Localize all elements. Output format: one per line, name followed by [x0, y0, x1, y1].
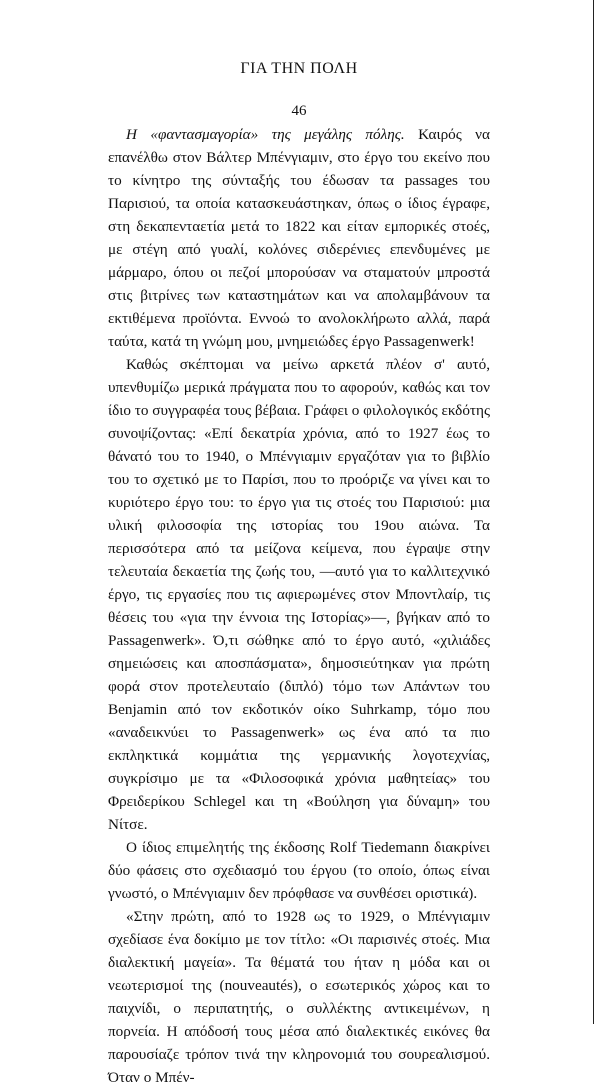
paragraph-text: Καθώς σκέπτομαι να μείνω αρκετά πλέον σ' αυτό, υπενθυμίζω μερικά πράγματα που το αφορούν, καθώς και τον ίδιο το συγγραφέα τους βέβαια. Γράφει ο φιλολογικός εκδότης συνοψίζοντας: «Επί δεκατρία χρόνια, από το 1927 έως το θάνατό του το 1940, ο Μπένγιαμιν εργαζόταν για το βιβλίο του το σχετικό με το Παρίσι, που το προόριζε να γίνει και το κυριότερο έργο του: το έργο για τις στοές του Παρισιού: μια υλική φιλοσοφία της ιστορίας του 19ου αιώνα. Τα περισσότερα από τα μείζονα κείμενα, που έγραψε στην τελευταία δεκαετία της ζωής του, —αυτό για το καλλιτεχνικό έργο, τις εργασίες που τις αφιερωμένες στον Μποντλαίρ, τις θέσεις του «για την έννοια της Ιστορίας»—, βγήκαν από το Passagenwerk». Ό,τι σώθηκε από το έργο αυτό, «χιλιάδες σημειώσεις και αποσπάσματα», δημοσιεύτηκαν για πρώτη φορά στον προτελευταίο (διπλό) τόμο των Απάντων του Benjamin από τον εκδοτικόν οίκο Suhrkamp, τόμο που «αναδεικνύει το Passagenwerk» ως ένα από τα πιο εκπληκτικά κομμάτια της γερμανικής λογοτεχνίας, συγκρίσιμο με τα «Φιλοσοφικά χρόνια μαθητείας» του Φρειδερίκου Schlegel και τη «Βούληση για δύναμη» του Νίτσε. — [108, 356, 490, 833]
paragraph-4 — [108, 905, 490, 1089]
paragraph-3 — [108, 836, 490, 905]
paragraph-text: «Στην πρώτη, από το 1928 ως το 1929, ο Μπένγιαμιν σχεδίασε ένα δοκίμιο με τον τίτλο: «Οι παρισινές στοές. Μια διαλεκτική μαγεία». Τα θέματά του ήταν η μόδα και οι νεωτερισμοί της (nouveautés), ο εσωτερικός χώρος και το παιχνίδι, ο περιπατητής, ο συλλέκτης αντικειμένων, η πορνεία. Η απόδοσή τους μέσα από διαλεκτικές εικόνες θα παρουσίαζε τρόπον τινά την κληρονομιά του σουρεαλισμού. Όταν ο Μπέν- — [108, 908, 490, 1086]
page-edge-line — [593, 0, 594, 1024]
paragraph-text: Καιρός να επανέλθω στον Βάλτερ Μπένγιαμιν, στο έργο του εκείνο που το κίνητρο της σύνταξής του έδωσαν τα passages του Παρισιού, τα οποία κατασκευάστηκαν, όπως ο ίδιος έγραφε, στη δεκαπενταετία μετά το 1822 και είταν εμπορικές στοές, με στέγη από γυαλί, κολόνες σιδερένιες επενδυμένες με μάρμαρο, όπου οι πεζοί μπορούσαν να σταματούν μπροστά στις βιτρίνες των καταστημάτων και να απολαμβάνουν τα εκτιθέμενα προϊόντα. Εννοώ το ανολοκλήρωτο αλλά, παρά ταύτα, κατά τη γνώμη μου, μνημειώδες έργο Passagenwerk! — [108, 126, 490, 350]
paragraph-text: Ο ίδιος επιμελητής της έκδοσης Rolf Tiedemann διακρίνει δύο φάσεις στο σχεδιασμό του έργου (το οποίο, όπως είναι γνωστό, ο Μπένγιαμιν δεν πρόφθασε να συνθέσει οριστικά). — [108, 839, 490, 902]
running-header: ΓΙΑ ΤΗΝ ΠΟΛΗ — [240, 60, 358, 77]
paragraph-2 — [108, 353, 490, 836]
paragraph-1 — [108, 123, 490, 353]
page-number: 46 — [291, 103, 307, 119]
body-text — [108, 123, 490, 1089]
paragraph-lead-italic: Η «φαντασμαγορία» της μεγάλης πόλης. — [126, 126, 405, 143]
